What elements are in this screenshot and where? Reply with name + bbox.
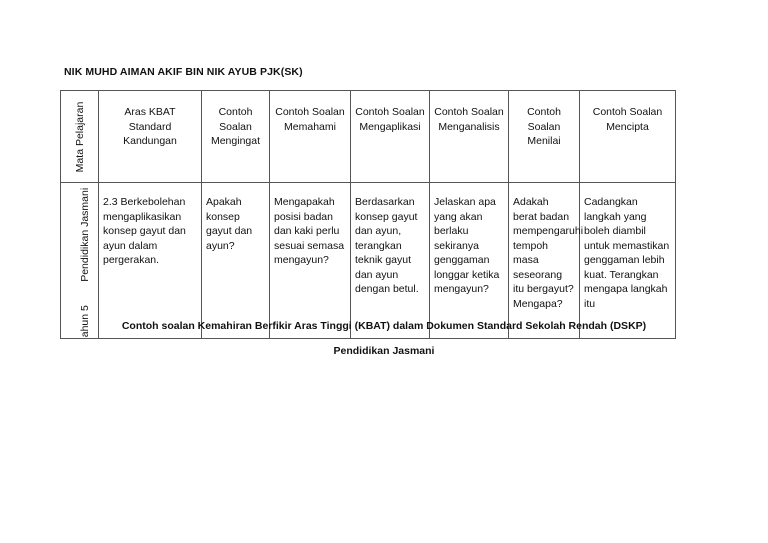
header-cell: Aras KBAT Standard Kandungan xyxy=(99,91,202,183)
header-cell: Contoh Soalan Mencipta xyxy=(580,91,676,183)
header-cell: Contoh Soalan Memahami xyxy=(270,91,351,183)
table-cell: Apakah konsep gayut dan ayun? xyxy=(202,183,270,339)
row-subject-name: Pendidikan Jasmani xyxy=(78,187,91,282)
row-subject-label xyxy=(77,187,92,336)
table-cell: Jelaskan apa yang akan berlaku sekiranya genggaman longgar ketika mengayun? xyxy=(430,183,509,339)
row-header-label: Mata Pelajaran xyxy=(73,101,86,172)
table-row xyxy=(61,183,676,339)
table-cell: Berdasarkan konsep gayut dan ayun, terangkan teknik gayut dan ayun dengan betul. xyxy=(351,183,430,339)
header-cell: Contoh Soalan Menganalisis xyxy=(430,91,509,183)
header-cell: Contoh Soalan Mengaplikasi xyxy=(351,91,430,183)
caption-subject: Pendidikan Jasmani xyxy=(333,345,435,357)
author-line: NIK MUHD AIMAN AKIF BIN NIK AYUB PJK(SK) xyxy=(64,66,303,78)
table-cell: Mengapakah posisi badan dan kaki perlu sesuai semasa mengayun? xyxy=(270,183,351,339)
kbat-table xyxy=(60,90,676,339)
table-header-row xyxy=(61,91,676,183)
caption-title: Contoh soalan Kemahiran Berfikir Aras Tinggi (KBAT) dalam Dokumen Standard Sekolah Rendah (DSKP) xyxy=(121,320,647,332)
table-cell: 2.3 Berkebolehan mengaplikasikan konsep gayut dan ayun dalam pergerakan. xyxy=(99,183,202,339)
row-subject-cell xyxy=(61,183,99,339)
table-cell: Cadangkan langkah yang boleh diambil untuk memastikan genggaman lebih kuat. Terangkan mengapa langkah itu xyxy=(580,183,676,339)
table-cell: Adakah berat badan mempengaruhi tempoh masa seseorang itu bergayut? Mengapa? xyxy=(509,183,580,339)
row-header-cell xyxy=(61,91,99,183)
row-year-label: ahun 5 xyxy=(78,304,91,337)
header-cell: Contoh Soalan Mengingat xyxy=(202,91,270,183)
header-cell: Contoh Soalan Menilai xyxy=(509,91,580,183)
